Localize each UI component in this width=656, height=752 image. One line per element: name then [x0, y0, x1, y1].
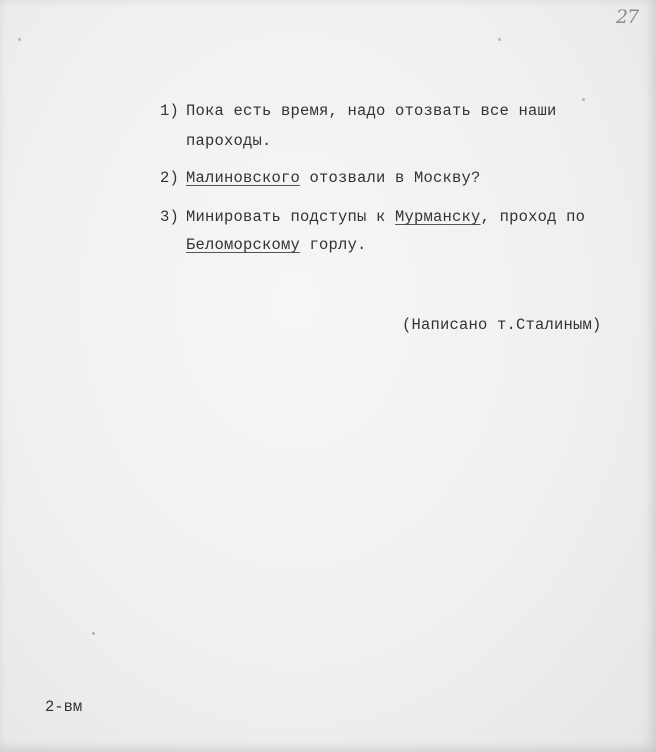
folio-number: 27 [616, 6, 639, 28]
item-1-number: 1) [160, 102, 180, 120]
item-3-number: 3) [160, 208, 180, 226]
item-1-line-1: Пока есть время, надо отозвать все наши [186, 102, 557, 120]
item-2 [160, 163, 481, 193]
document-code: 2-вм [45, 698, 83, 716]
paper-speck [498, 38, 501, 41]
item-2-number: 2) [160, 169, 180, 187]
paper-speck [92, 632, 95, 635]
item-3-line-2 [186, 230, 367, 260]
paper-speck [18, 38, 21, 41]
item-3-line-2-text: горлу. [300, 236, 367, 254]
item-2-text: отозвали в Москву? [300, 169, 481, 187]
item-3-underlined-sea: Беломорскому [186, 236, 301, 254]
item-3-text-after: , проход по [480, 208, 586, 226]
item-3-underlined-place: Мурманску [395, 208, 481, 226]
item-2-underlined-name: Малиновского [186, 169, 301, 187]
item-3 [160, 202, 585, 232]
paper-speck [582, 98, 585, 101]
attribution-note: (Написано т.Сталиным) [402, 316, 602, 334]
item-3-text-before: Минировать подступы к [186, 208, 396, 226]
item-1 [160, 96, 557, 126]
item-1-line-2: пароходы. [186, 132, 272, 150]
